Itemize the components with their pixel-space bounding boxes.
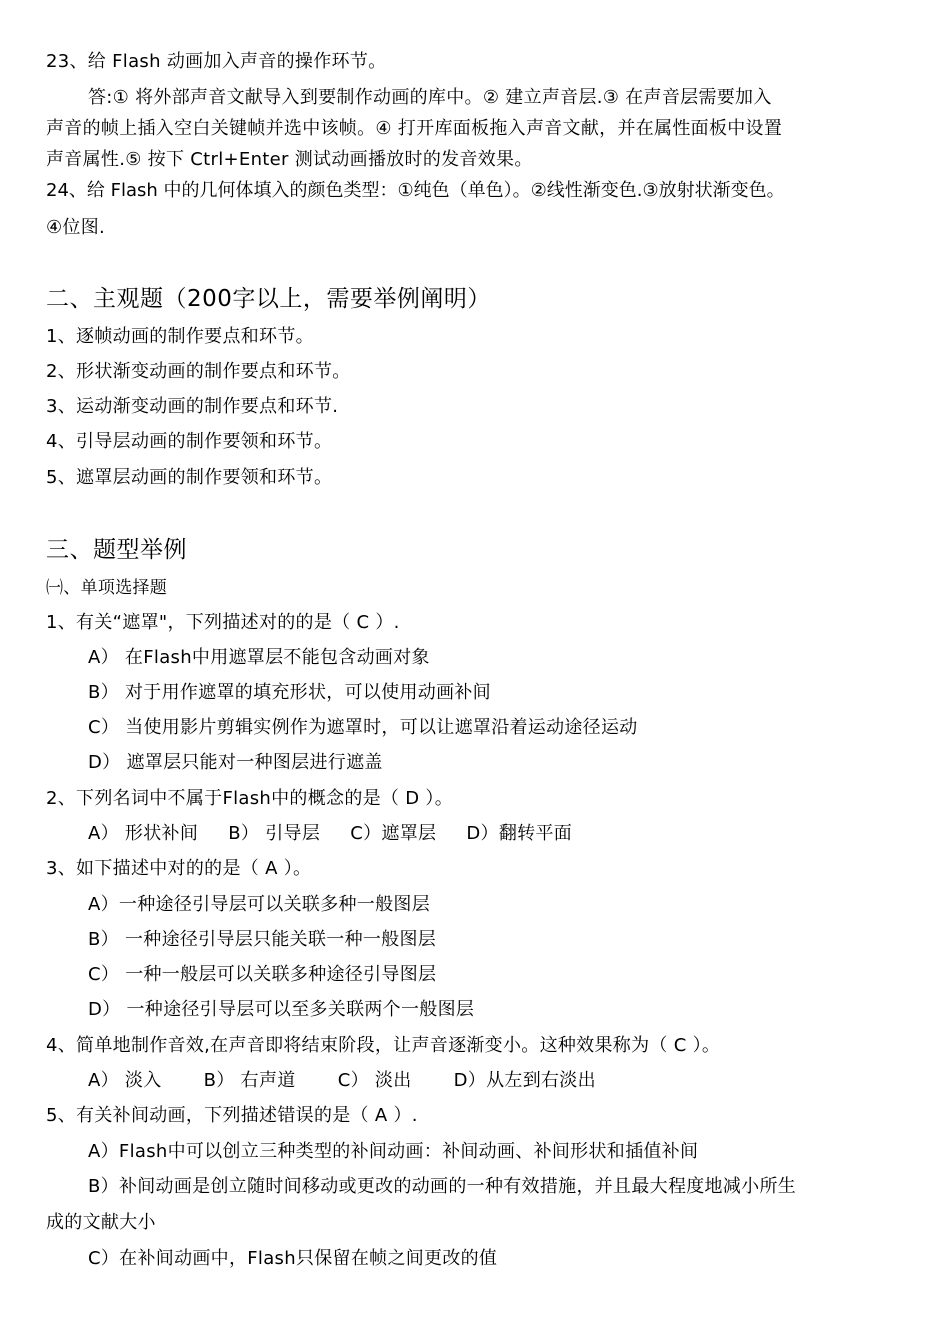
section2-item: 4、引导层动画的制作要领和环节。 xyxy=(46,431,333,452)
q4-options: A） 淡入 B） 右声道 C） 淡出 D）从左到右淡出 xyxy=(88,1070,596,1091)
q5-option-b-line2: 成的文献大小 xyxy=(46,1212,156,1233)
q3-option-a: A）一种途径引导层可以关联多种一般图层 xyxy=(88,894,431,915)
section3-subheading: ㈠、单项选择题 xyxy=(46,578,168,598)
q1-option-c: C） 当使用影片剪辑实例作为遮罩时，可以让遮罩沿着运动途径运动 xyxy=(88,717,638,738)
q5-option-a: A）Flash中可以创立三种类型的补间动画：补间动画、补间形状和插值补间 xyxy=(88,1141,699,1162)
q1-option-a: A） 在Flash中用遮罩层不能包含动画对象 xyxy=(88,647,430,668)
q2-stem: 2、下列名词中不属于Flash中的概念的是（ D ）。 xyxy=(46,788,454,809)
q5-option-b-line1: B）补间动画是创立随时间移动或更改的动画的一种有效措施，并且最大程度地减小所生 xyxy=(88,1176,797,1197)
section2-item: 5、遮罩层动画的制作要领和环节。 xyxy=(46,467,333,488)
section2-heading: 二、主观题（200字以上，需要举例阐明） xyxy=(46,286,491,312)
q2-options: A） 形状补间 B） 引导层 C）遮罩层 D）翻转平面 xyxy=(88,823,573,844)
q5-stem: 5、有关补间动画，下列描述错误的是（ A ）. xyxy=(46,1105,418,1126)
q4-stem: 4、简单地制作音效,在声音即将结束阶段，让声音逐渐变小。这种效果称为（ C ）。 xyxy=(46,1035,721,1056)
section3-heading: 三、题型举例 xyxy=(46,537,187,563)
q5-option-c: C）在补间动画中，Flash只保留在帧之间更改的值 xyxy=(88,1248,498,1269)
q23-answer-line3: 声音属性.⑤ 按下 Ctrl+Enter 测试动画播放时的发音效果。 xyxy=(46,149,533,170)
q3-option-d: D） 一种途径引导层可以至多关联两个一般图层 xyxy=(88,999,475,1020)
q23-answer-line1: 答:① 将外部声音文献导入到要制作动画的库中。② 建立声音层.③ 在声音层需要加入 xyxy=(88,87,772,108)
q24-line1: 24、给 Flash 中的几何体填入的颜色类型：①纯色（单色）。②线性渐变色.③放射状渐变色。 xyxy=(46,180,785,201)
q1-stem: 1、有关“遮罩"，下列描述对的的是（ C ）. xyxy=(46,612,400,633)
section2-item: 2、形状渐变动画的制作要点和环节。 xyxy=(46,361,351,382)
section2-item: 3、运动渐变动画的制作要点和环节. xyxy=(46,396,339,417)
q3-option-b: B） 一种途径引导层只能关联一种一般图层 xyxy=(88,929,437,950)
q3-option-c: C） 一种一般层可以关联多种途径引导图层 xyxy=(88,964,437,985)
q24-line2: ④位图. xyxy=(46,217,106,238)
q1-option-b: B） 对于用作遮罩的填充形状，可以使用动画补间 xyxy=(88,682,491,703)
q23-answer-line2: 声音的帧上插入空白关键帧并选中该帧。④ 打开库面板拖入声音文献，并在属性面板中设置 xyxy=(46,118,783,139)
q3-stem: 3、如下描述中对的的是（ A ）。 xyxy=(46,858,312,879)
section2-item: 1、逐帧动画的制作要点和环节。 xyxy=(46,326,314,347)
q23-title: 23、给 Flash 动画加入声音的操作环节。 xyxy=(46,51,387,72)
q1-option-d: D） 遮罩层只能对一种图层进行遮盖 xyxy=(88,752,383,773)
